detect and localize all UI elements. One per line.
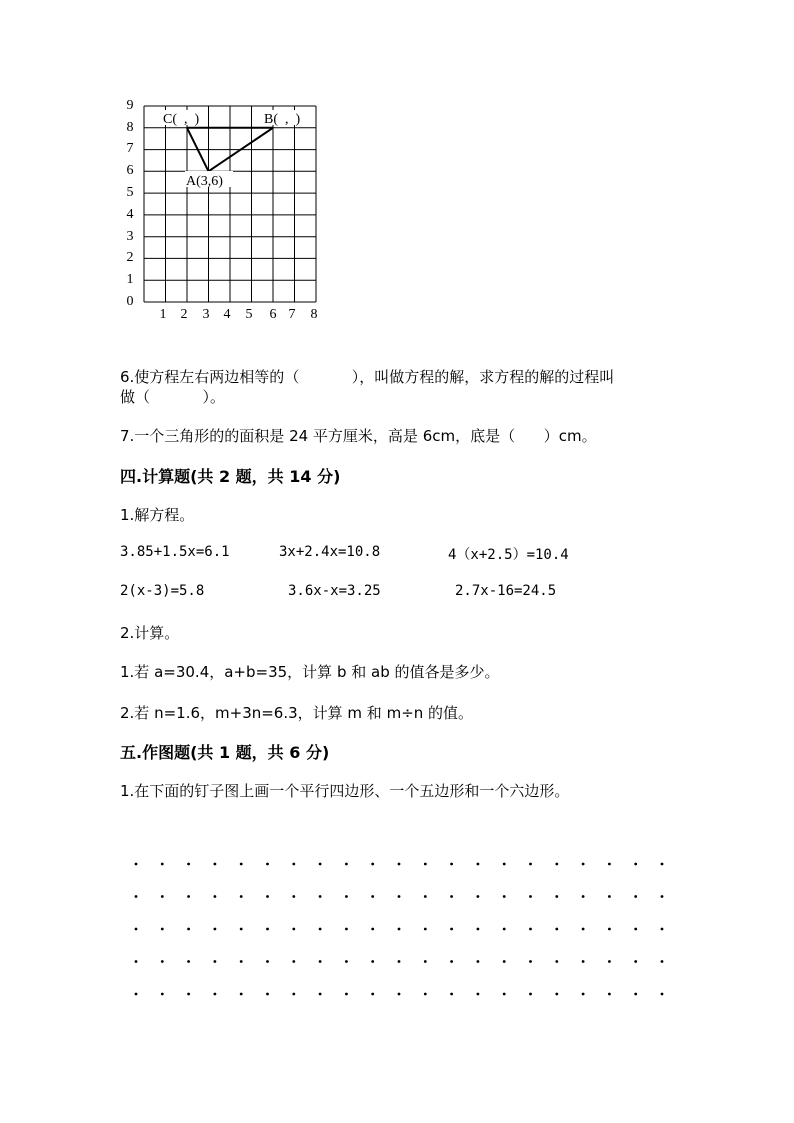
nail-dot — [371, 928, 374, 931]
nail-dot — [424, 928, 427, 931]
nail-dot — [292, 863, 295, 866]
section-5-question-1: 1.在下面的钉子图上画一个平行四边形、一个五边形和一个六边形。 — [120, 782, 570, 800]
question-6-line-2: 做（ ）。 — [120, 388, 225, 406]
nail-dot — [371, 863, 374, 866]
nail-dot — [240, 993, 243, 996]
nail-dot — [450, 960, 453, 963]
section-4-question-2-item-2: 2.若 n=1.6，m+3n=6.3，计算 m 和 m÷n 的值。 — [120, 704, 474, 722]
nail-dot — [582, 895, 585, 898]
nail-dot — [135, 960, 138, 963]
nail-dot — [240, 895, 243, 898]
nail-dot — [266, 993, 269, 996]
nail-dot — [582, 863, 585, 866]
y-tick: 7 — [126, 141, 134, 156]
nail-dot — [608, 960, 611, 963]
nail-dot — [450, 993, 453, 996]
y-tick: 5 — [126, 185, 134, 200]
equation: 3.6x-x=3.25 — [288, 583, 381, 599]
nail-dot — [266, 928, 269, 931]
question-7: 7.一个三角形的的面积是 24 平方厘米，高是 6cm，底是（ ）cm。 — [120, 427, 597, 445]
nail-dot — [634, 895, 637, 898]
y-tick: 8 — [126, 120, 134, 135]
nail-dot — [292, 895, 295, 898]
nail-dot — [135, 928, 138, 931]
nail-dot — [345, 928, 348, 931]
nail-dot — [555, 993, 558, 996]
nail-dot — [214, 960, 217, 963]
nail-dot — [398, 993, 401, 996]
nail-dot — [477, 960, 480, 963]
nail-dot — [319, 928, 322, 931]
nail-dot — [634, 960, 637, 963]
nail-dot — [161, 895, 164, 898]
nail-dot — [661, 895, 664, 898]
nail-dot — [477, 863, 480, 866]
nail-dot — [608, 928, 611, 931]
y-tick: 0 — [126, 294, 134, 309]
y-tick: 1 — [126, 272, 134, 287]
x-tick: 7 — [288, 307, 296, 322]
equation: 4（x+2.5）=10.4 — [448, 547, 569, 563]
nail-dot — [187, 895, 190, 898]
nail-dot — [424, 863, 427, 866]
nail-dot — [608, 895, 611, 898]
nail-dot — [266, 960, 269, 963]
nail-dot — [450, 863, 453, 866]
nail-dot — [319, 863, 322, 866]
nail-dot — [582, 928, 585, 931]
nail-dot — [214, 928, 217, 931]
nail-dot — [345, 863, 348, 866]
nail-dot — [319, 895, 322, 898]
coordinate-grid-figure — [110, 92, 340, 327]
nail-dot — [187, 863, 190, 866]
nail-dot — [555, 863, 558, 866]
x-tick: 6 — [269, 307, 277, 322]
nail-dot — [634, 993, 637, 996]
nail-dot — [292, 993, 295, 996]
nail-dot — [555, 895, 558, 898]
equation: 3.85+1.5x=6.1 — [120, 544, 230, 560]
nail-dot — [503, 863, 506, 866]
nail-dot — [503, 895, 506, 898]
x-axis-tick-labels — [160, 307, 318, 322]
nail-dot — [292, 928, 295, 931]
nail-board-dot-grid — [120, 850, 680, 1010]
nail-dot — [555, 928, 558, 931]
nail-dot — [477, 895, 480, 898]
point-c-label: C( , ) — [163, 112, 200, 127]
question-6-line-1: 6.使方程左右两边相等的（ ），叫做方程的解，求方程的解的过程叫 — [120, 368, 615, 386]
nail-dot — [424, 895, 427, 898]
point-b-label: B( , ) — [264, 112, 301, 127]
nail-dot — [424, 960, 427, 963]
nail-dot — [345, 960, 348, 963]
nail-dot — [214, 863, 217, 866]
nail-dot — [503, 928, 506, 931]
nail-dot — [398, 928, 401, 931]
nail-dot — [345, 993, 348, 996]
nail-dot — [529, 895, 532, 898]
nail-dot — [135, 895, 138, 898]
section-4-question-1: 1.解方程。 — [120, 506, 195, 524]
equation: 3x+2.4x=10.8 — [279, 544, 381, 560]
point-a-label: A(3,6) — [186, 174, 223, 189]
x-tick: 4 — [223, 307, 231, 322]
y-axis-tick-labels — [127, 98, 134, 309]
nail-dot — [555, 960, 558, 963]
y-tick: 3 — [126, 229, 134, 244]
nail-dot — [398, 863, 401, 866]
nail-dot — [345, 895, 348, 898]
nail-dot — [398, 895, 401, 898]
y-tick: 6 — [126, 163, 134, 178]
y-tick: 4 — [126, 207, 134, 222]
nail-dot — [161, 960, 164, 963]
x-tick: 3 — [202, 307, 210, 322]
nail-dot — [424, 993, 427, 996]
nail-dot — [582, 960, 585, 963]
nail-dot — [634, 928, 637, 931]
nail-dot — [503, 960, 506, 963]
nail-dot — [240, 863, 243, 866]
nail-dot — [371, 960, 374, 963]
nail-dot — [319, 993, 322, 996]
grid-lines — [144, 106, 316, 302]
nail-dot — [529, 928, 532, 931]
section-4-question-2: 2.计算。 — [120, 624, 180, 642]
nail-dot — [371, 895, 374, 898]
nail-dot — [161, 863, 164, 866]
section-4-title: 四.计算题(共 2 题，共 14 分) — [120, 467, 341, 486]
nail-dot — [529, 960, 532, 963]
nail-dot — [477, 993, 480, 996]
nail-dot — [161, 928, 164, 931]
equation: 2.7x-16=24.5 — [455, 583, 557, 599]
nail-dot — [187, 960, 190, 963]
nail-dot — [450, 895, 453, 898]
nail-dot — [529, 993, 532, 996]
nail-dot — [292, 960, 295, 963]
nail-dot — [214, 993, 217, 996]
nail-dot — [214, 895, 217, 898]
nail-dot — [398, 960, 401, 963]
nail-dot — [661, 863, 664, 866]
nail-dot — [582, 993, 585, 996]
x-tick: 2 — [180, 307, 188, 322]
nail-dot — [608, 863, 611, 866]
x-tick: 1 — [159, 307, 167, 322]
x-tick: 8 — [310, 307, 318, 322]
nail-dot — [634, 863, 637, 866]
section-5-title: 五.作图题(共 1 题，共 6 分) — [120, 743, 330, 762]
nail-dot — [135, 993, 138, 996]
y-tick: 9 — [126, 98, 134, 113]
nail-dot — [187, 993, 190, 996]
equation: 2(x-3)=5.8 — [120, 583, 205, 599]
nail-dot — [661, 960, 664, 963]
nail-dot — [161, 993, 164, 996]
nail-dot — [135, 863, 138, 866]
nail-dot — [450, 928, 453, 931]
nail-dot — [371, 993, 374, 996]
nail-dot — [608, 993, 611, 996]
nail-dot — [319, 960, 322, 963]
nail-dot — [187, 928, 190, 931]
nail-dot — [503, 993, 506, 996]
section-4-question-2-item-1: 1.若 a=30.4，a+b=35，计算 b 和 ab 的值各是多少。 — [120, 663, 500, 681]
nail-dot — [266, 863, 269, 866]
y-tick: 2 — [126, 250, 134, 265]
nail-dot — [240, 960, 243, 963]
nail-dot — [477, 928, 480, 931]
x-tick: 5 — [245, 307, 253, 322]
nail-dot — [661, 928, 664, 931]
nail-dot — [266, 895, 269, 898]
nail-dot — [661, 993, 664, 996]
nail-dot — [240, 928, 243, 931]
nail-dot — [529, 863, 532, 866]
